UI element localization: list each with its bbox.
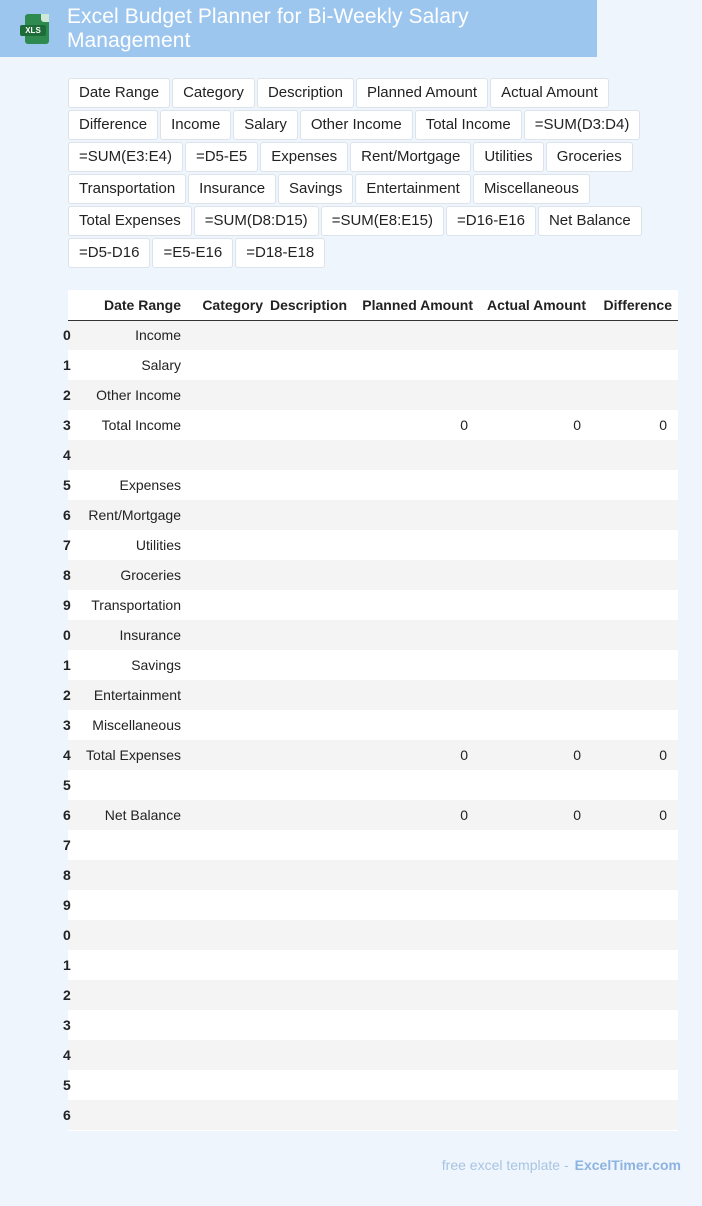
row-number-cell bbox=[63, 620, 80, 650]
description-cell bbox=[269, 500, 353, 530]
tag-item[interactable]: =D5-E5 bbox=[185, 142, 258, 172]
table-row bbox=[68, 1010, 678, 1040]
actual-amount-cell bbox=[479, 1010, 592, 1040]
description-cell bbox=[269, 740, 353, 770]
table-row bbox=[68, 620, 678, 650]
category-cell bbox=[187, 1010, 269, 1040]
actual-amount-cell bbox=[479, 890, 592, 920]
row-number-label: 5 bbox=[63, 1077, 71, 1093]
difference-cell bbox=[592, 470, 678, 500]
actual-amount-cell bbox=[479, 980, 592, 1010]
difference-cell bbox=[592, 500, 678, 530]
description-cell bbox=[269, 320, 353, 350]
table-row bbox=[68, 740, 678, 770]
row-number-label: 7 bbox=[63, 837, 71, 853]
difference-cell: 0 bbox=[659, 807, 667, 823]
row-number-cell bbox=[63, 1100, 80, 1130]
description-cell bbox=[269, 440, 353, 470]
tag-item[interactable]: Other Income bbox=[300, 110, 413, 140]
category-cell bbox=[187, 560, 269, 590]
row-number-label: 5 bbox=[63, 477, 71, 493]
description-cell bbox=[269, 860, 353, 890]
tag-item[interactable]: Description bbox=[257, 78, 354, 108]
difference-cell bbox=[592, 980, 678, 1010]
actual-amount-cell: 0 bbox=[573, 747, 581, 763]
row-number-cell bbox=[63, 1040, 80, 1070]
planned-amount-cell bbox=[353, 770, 479, 800]
difference-cell bbox=[592, 1070, 678, 1100]
table-row bbox=[68, 830, 678, 860]
table-row bbox=[68, 440, 678, 470]
actual-amount-cell bbox=[479, 650, 592, 680]
date-range-cell bbox=[80, 1040, 187, 1070]
footer-brand-link[interactable]: ExcelTimer.com bbox=[574, 1157, 681, 1173]
difference-cell bbox=[592, 320, 678, 350]
planned-amount-cell bbox=[353, 830, 479, 860]
date-range-cell bbox=[80, 890, 187, 920]
description-cell bbox=[269, 950, 353, 980]
actual-amount-cell bbox=[479, 560, 592, 590]
table-row bbox=[68, 950, 678, 980]
table-row bbox=[68, 1040, 678, 1070]
date-range-cell bbox=[80, 860, 187, 890]
tag-item[interactable]: Groceries bbox=[546, 142, 633, 172]
planned-amount-cell bbox=[353, 680, 479, 710]
column-header-difference: Difference bbox=[592, 290, 678, 320]
description-cell bbox=[269, 680, 353, 710]
category-cell bbox=[187, 320, 269, 350]
date-range-cell: Insurance bbox=[119, 627, 181, 643]
planned-amount-cell bbox=[353, 1040, 479, 1070]
actual-amount-cell bbox=[479, 950, 592, 980]
planned-amount-cell bbox=[353, 500, 479, 530]
difference-cell bbox=[592, 560, 678, 590]
difference-cell bbox=[592, 440, 678, 470]
description-cell bbox=[269, 410, 353, 440]
difference-cell bbox=[592, 890, 678, 920]
planned-amount-cell bbox=[353, 560, 479, 590]
difference-cell bbox=[592, 590, 678, 620]
row-number-label: 1 bbox=[63, 357, 71, 373]
actual-amount-cell bbox=[479, 830, 592, 860]
planned-amount-cell bbox=[353, 860, 479, 890]
tag-item[interactable]: Planned Amount bbox=[356, 78, 488, 108]
row-number-cell bbox=[63, 860, 80, 890]
difference-cell bbox=[592, 350, 678, 380]
tag-item[interactable]: Transportation bbox=[68, 174, 186, 204]
description-cell bbox=[269, 530, 353, 560]
row-number-cell bbox=[63, 950, 80, 980]
difference-cell bbox=[592, 1040, 678, 1070]
category-cell bbox=[187, 860, 269, 890]
category-cell bbox=[187, 470, 269, 500]
date-range-cell bbox=[80, 770, 187, 800]
row-number-cell bbox=[63, 380, 80, 410]
row-number-cell bbox=[63, 410, 80, 440]
table-row bbox=[68, 410, 678, 440]
date-range-cell: Transportation bbox=[91, 597, 181, 613]
date-range-cell bbox=[80, 1100, 187, 1130]
planned-amount-cell bbox=[353, 350, 479, 380]
table-row bbox=[68, 590, 678, 620]
tag-item[interactable]: Miscellaneous bbox=[473, 174, 590, 204]
planned-amount-cell bbox=[353, 620, 479, 650]
date-range-cell: Salary bbox=[141, 357, 181, 373]
row-number-label: 0 bbox=[63, 627, 71, 643]
column-header-description: Description bbox=[269, 290, 353, 320]
tag-item[interactable]: Category bbox=[172, 78, 255, 108]
actual-amount-cell bbox=[479, 770, 592, 800]
column-header-category: Category bbox=[187, 290, 269, 320]
table-row bbox=[68, 860, 678, 890]
row-number-cell bbox=[63, 980, 80, 1010]
planned-amount-cell bbox=[353, 470, 479, 500]
spreadsheet-preview bbox=[63, 290, 678, 1131]
row-number-label: 1 bbox=[63, 657, 71, 673]
xls-file-icon bbox=[20, 14, 50, 44]
category-cell bbox=[187, 590, 269, 620]
tag-item[interactable]: Insurance bbox=[188, 174, 276, 204]
actual-amount-cell bbox=[479, 350, 592, 380]
planned-amount-cell bbox=[353, 980, 479, 1010]
actual-amount-cell: 0 bbox=[573, 807, 581, 823]
row-number-cell bbox=[63, 1070, 80, 1100]
tag-item[interactable]: =D18-E18 bbox=[235, 238, 325, 268]
date-range-cell bbox=[80, 440, 187, 470]
row-number-label: 9 bbox=[63, 597, 71, 613]
tag-item[interactable]: Net Balance bbox=[538, 206, 642, 236]
category-cell bbox=[187, 770, 269, 800]
row-number-cell bbox=[63, 710, 80, 740]
row-number-label: 6 bbox=[63, 507, 71, 523]
page-title: Excel Budget Planner for Bi-Weekly Salary Management bbox=[66, 4, 469, 52]
actual-amount-cell bbox=[479, 920, 592, 950]
tag-item[interactable]: =SUM(D8:D15) bbox=[194, 206, 319, 236]
row-number-label: 2 bbox=[63, 987, 71, 1003]
tag-item[interactable]: =SUM(E3:E4) bbox=[68, 142, 183, 172]
column-header-date-range: Date Range bbox=[80, 290, 187, 320]
row-number-cell bbox=[63, 500, 80, 530]
row-number-label: 3 bbox=[63, 1017, 71, 1033]
description-cell bbox=[269, 1010, 353, 1040]
actual-amount-cell bbox=[479, 1070, 592, 1100]
tag-item[interactable]: Date Range bbox=[68, 78, 170, 108]
planned-amount-cell: 0 bbox=[460, 807, 468, 823]
tag-item[interactable]: =D16-E16 bbox=[446, 206, 536, 236]
tag-item[interactable]: Income bbox=[160, 110, 231, 140]
row-number-label: 2 bbox=[63, 687, 71, 703]
actual-amount-cell bbox=[479, 500, 592, 530]
date-range-cell: Other Income bbox=[96, 387, 181, 403]
row-number-cell bbox=[63, 740, 80, 770]
table-row bbox=[68, 710, 678, 740]
row-number-cell bbox=[63, 920, 80, 950]
planned-amount-cell bbox=[353, 530, 479, 560]
category-cell bbox=[187, 350, 269, 380]
description-cell bbox=[269, 620, 353, 650]
row-number-cell bbox=[63, 440, 80, 470]
tag-item[interactable]: =D5-D16 bbox=[68, 238, 150, 268]
date-range-cell: Savings bbox=[131, 657, 181, 673]
xls-icon-label: XLS bbox=[20, 25, 46, 36]
row-number-label: 8 bbox=[63, 567, 71, 583]
row-number-cell bbox=[63, 560, 80, 590]
difference-cell: 0 bbox=[659, 747, 667, 763]
row-number-label: 0 bbox=[63, 927, 71, 943]
category-cell bbox=[187, 800, 269, 830]
table-row bbox=[68, 470, 678, 500]
planned-amount-cell bbox=[353, 950, 479, 980]
planned-amount-cell: 0 bbox=[460, 747, 468, 763]
row-number-label: 2 bbox=[63, 387, 71, 403]
category-cell bbox=[187, 500, 269, 530]
row-number-label: 7 bbox=[63, 537, 71, 553]
actual-amount-cell bbox=[479, 710, 592, 740]
row-number-label: 3 bbox=[63, 717, 71, 733]
column-header-planned-amount: Planned Amount bbox=[353, 290, 479, 320]
column-header-rownum bbox=[68, 290, 80, 320]
header-banner bbox=[0, 0, 597, 57]
difference-cell bbox=[592, 1100, 678, 1130]
row-number-label: 8 bbox=[63, 867, 71, 883]
difference-cell bbox=[592, 860, 678, 890]
tag-item[interactable]: =E5-E16 bbox=[152, 238, 233, 268]
table-row bbox=[68, 380, 678, 410]
date-range-cell: Total Income bbox=[101, 417, 181, 433]
category-cell bbox=[187, 1100, 269, 1130]
date-range-cell bbox=[80, 920, 187, 950]
date-range-cell: Total Expenses bbox=[86, 747, 181, 763]
difference-cell bbox=[592, 950, 678, 980]
date-range-cell: Utilities bbox=[135, 537, 181, 553]
category-cell bbox=[187, 890, 269, 920]
budget-table bbox=[63, 290, 678, 1130]
actual-amount-cell: 0 bbox=[573, 417, 581, 433]
tag-item[interactable]: Entertainment bbox=[355, 174, 470, 204]
actual-amount-cell bbox=[479, 530, 592, 560]
table-row bbox=[68, 530, 678, 560]
table-row bbox=[68, 1070, 678, 1100]
difference-cell bbox=[592, 830, 678, 860]
footer-credit bbox=[442, 1157, 681, 1173]
description-cell bbox=[269, 1070, 353, 1100]
date-range-cell bbox=[80, 950, 187, 980]
description-cell bbox=[269, 1100, 353, 1130]
date-range-cell: Expenses bbox=[119, 477, 181, 493]
planned-amount-cell bbox=[353, 320, 479, 350]
description-cell bbox=[269, 830, 353, 860]
description-cell bbox=[269, 800, 353, 830]
date-range-cell: Net Balance bbox=[104, 807, 181, 823]
category-cell bbox=[187, 530, 269, 560]
difference-cell bbox=[592, 620, 678, 650]
row-number-cell bbox=[63, 350, 80, 380]
table-row bbox=[68, 350, 678, 380]
planned-amount-cell: 0 bbox=[460, 417, 468, 433]
description-cell bbox=[269, 350, 353, 380]
description-cell bbox=[269, 770, 353, 800]
difference-cell bbox=[592, 650, 678, 680]
category-cell bbox=[187, 950, 269, 980]
tag-item[interactable]: =SUM(E8:E15) bbox=[321, 206, 444, 236]
tag-item[interactable]: Salary bbox=[233, 110, 298, 140]
row-number-cell bbox=[63, 890, 80, 920]
planned-amount-cell bbox=[353, 1010, 479, 1040]
row-number-label: 4 bbox=[63, 1047, 71, 1063]
row-number-cell bbox=[63, 680, 80, 710]
date-range-cell: Rent/Mortgage bbox=[88, 507, 181, 523]
date-range-cell: Entertainment bbox=[93, 687, 181, 703]
row-number-label: 4 bbox=[63, 747, 71, 763]
row-number-label: 6 bbox=[63, 1107, 71, 1123]
table-row bbox=[68, 1100, 678, 1130]
row-number-cell bbox=[63, 830, 80, 860]
row-number-cell bbox=[63, 320, 80, 350]
tag-item[interactable]: =SUM(D3:D4) bbox=[524, 110, 641, 140]
planned-amount-cell bbox=[353, 890, 479, 920]
planned-amount-cell bbox=[353, 380, 479, 410]
actual-amount-cell bbox=[479, 1100, 592, 1130]
description-cell bbox=[269, 980, 353, 1010]
table-row bbox=[68, 680, 678, 710]
row-number-cell bbox=[63, 1010, 80, 1040]
description-cell bbox=[269, 710, 353, 740]
keyword-tags bbox=[68, 78, 648, 270]
date-range-cell bbox=[80, 1010, 187, 1040]
table-row bbox=[68, 320, 678, 350]
row-number-label: 4 bbox=[63, 447, 71, 463]
row-number-label: 5 bbox=[63, 777, 71, 793]
actual-amount-cell bbox=[479, 860, 592, 890]
column-header-actual-amount: Actual Amount bbox=[479, 290, 592, 320]
row-number-label: 1 bbox=[63, 957, 71, 973]
description-cell bbox=[269, 590, 353, 620]
difference-cell bbox=[592, 770, 678, 800]
category-cell bbox=[187, 410, 269, 440]
category-cell bbox=[187, 680, 269, 710]
planned-amount-cell bbox=[353, 650, 479, 680]
row-number-cell bbox=[63, 800, 80, 830]
table-row bbox=[68, 800, 678, 830]
actual-amount-cell bbox=[479, 680, 592, 710]
difference-cell bbox=[592, 920, 678, 950]
planned-amount-cell bbox=[353, 920, 479, 950]
table-row bbox=[68, 920, 678, 950]
table-header-row bbox=[68, 290, 678, 320]
category-cell bbox=[187, 920, 269, 950]
date-range-cell bbox=[80, 1070, 187, 1100]
actual-amount-cell bbox=[479, 1040, 592, 1070]
row-number-label: 3 bbox=[63, 417, 71, 433]
actual-amount-cell bbox=[479, 620, 592, 650]
footer-prefix: free excel template - bbox=[441, 1157, 569, 1173]
category-cell bbox=[187, 740, 269, 770]
actual-amount-cell bbox=[479, 440, 592, 470]
date-range-cell: Income bbox=[135, 327, 181, 344]
row-number-cell bbox=[63, 470, 80, 500]
actual-amount-cell bbox=[479, 380, 592, 410]
row-number-cell bbox=[63, 590, 80, 620]
date-range-cell bbox=[80, 830, 187, 860]
difference-cell: 0 bbox=[659, 417, 667, 433]
description-cell bbox=[269, 920, 353, 950]
category-cell bbox=[187, 1070, 269, 1100]
table-row bbox=[68, 650, 678, 680]
date-range-cell: Miscellaneous bbox=[92, 717, 181, 733]
table-row bbox=[68, 770, 678, 800]
category-cell bbox=[187, 620, 269, 650]
category-cell bbox=[187, 440, 269, 470]
category-cell bbox=[187, 380, 269, 410]
category-cell bbox=[187, 710, 269, 740]
planned-amount-cell bbox=[353, 710, 479, 740]
difference-cell bbox=[592, 530, 678, 560]
row-number-label: 6 bbox=[63, 807, 71, 823]
tag-item[interactable]: Difference bbox=[68, 110, 158, 140]
tag-item[interactable]: Rent/Mortgage bbox=[350, 142, 471, 172]
table-row bbox=[68, 980, 678, 1010]
actual-amount-cell bbox=[479, 590, 592, 620]
planned-amount-cell bbox=[353, 590, 479, 620]
description-cell bbox=[269, 890, 353, 920]
category-cell bbox=[187, 1040, 269, 1070]
category-cell bbox=[187, 830, 269, 860]
planned-amount-cell bbox=[353, 1070, 479, 1100]
table-row bbox=[68, 890, 678, 920]
difference-cell bbox=[592, 710, 678, 740]
table-row bbox=[68, 500, 678, 530]
description-cell bbox=[269, 1040, 353, 1070]
row-number-label: 9 bbox=[63, 897, 71, 913]
description-cell bbox=[269, 380, 353, 410]
tag-item[interactable]: Total Expenses bbox=[68, 206, 192, 236]
date-range-cell bbox=[80, 980, 187, 1010]
category-cell bbox=[187, 980, 269, 1010]
planned-amount-cell bbox=[353, 440, 479, 470]
difference-cell bbox=[592, 1010, 678, 1040]
tag-item[interactable]: Utilities bbox=[473, 142, 543, 172]
planned-amount-cell bbox=[353, 1100, 479, 1130]
tag-item[interactable]: Actual Amount bbox=[490, 78, 609, 108]
actual-amount-cell bbox=[479, 470, 592, 500]
description-cell bbox=[269, 650, 353, 680]
actual-amount-cell bbox=[479, 320, 592, 350]
category-cell bbox=[187, 650, 269, 680]
date-range-cell: Groceries bbox=[120, 567, 181, 583]
difference-cell bbox=[592, 380, 678, 410]
row-number-label: 0 bbox=[63, 327, 71, 344]
tag-item[interactable]: Expenses bbox=[260, 142, 348, 172]
row-number-cell bbox=[63, 770, 80, 800]
tag-item[interactable]: Total Income bbox=[415, 110, 522, 140]
row-number-cell bbox=[63, 650, 80, 680]
description-cell bbox=[269, 470, 353, 500]
description-cell bbox=[269, 560, 353, 590]
row-number-cell bbox=[63, 530, 80, 560]
difference-cell bbox=[592, 680, 678, 710]
table-row bbox=[68, 560, 678, 590]
tag-item[interactable]: Savings bbox=[278, 174, 353, 204]
